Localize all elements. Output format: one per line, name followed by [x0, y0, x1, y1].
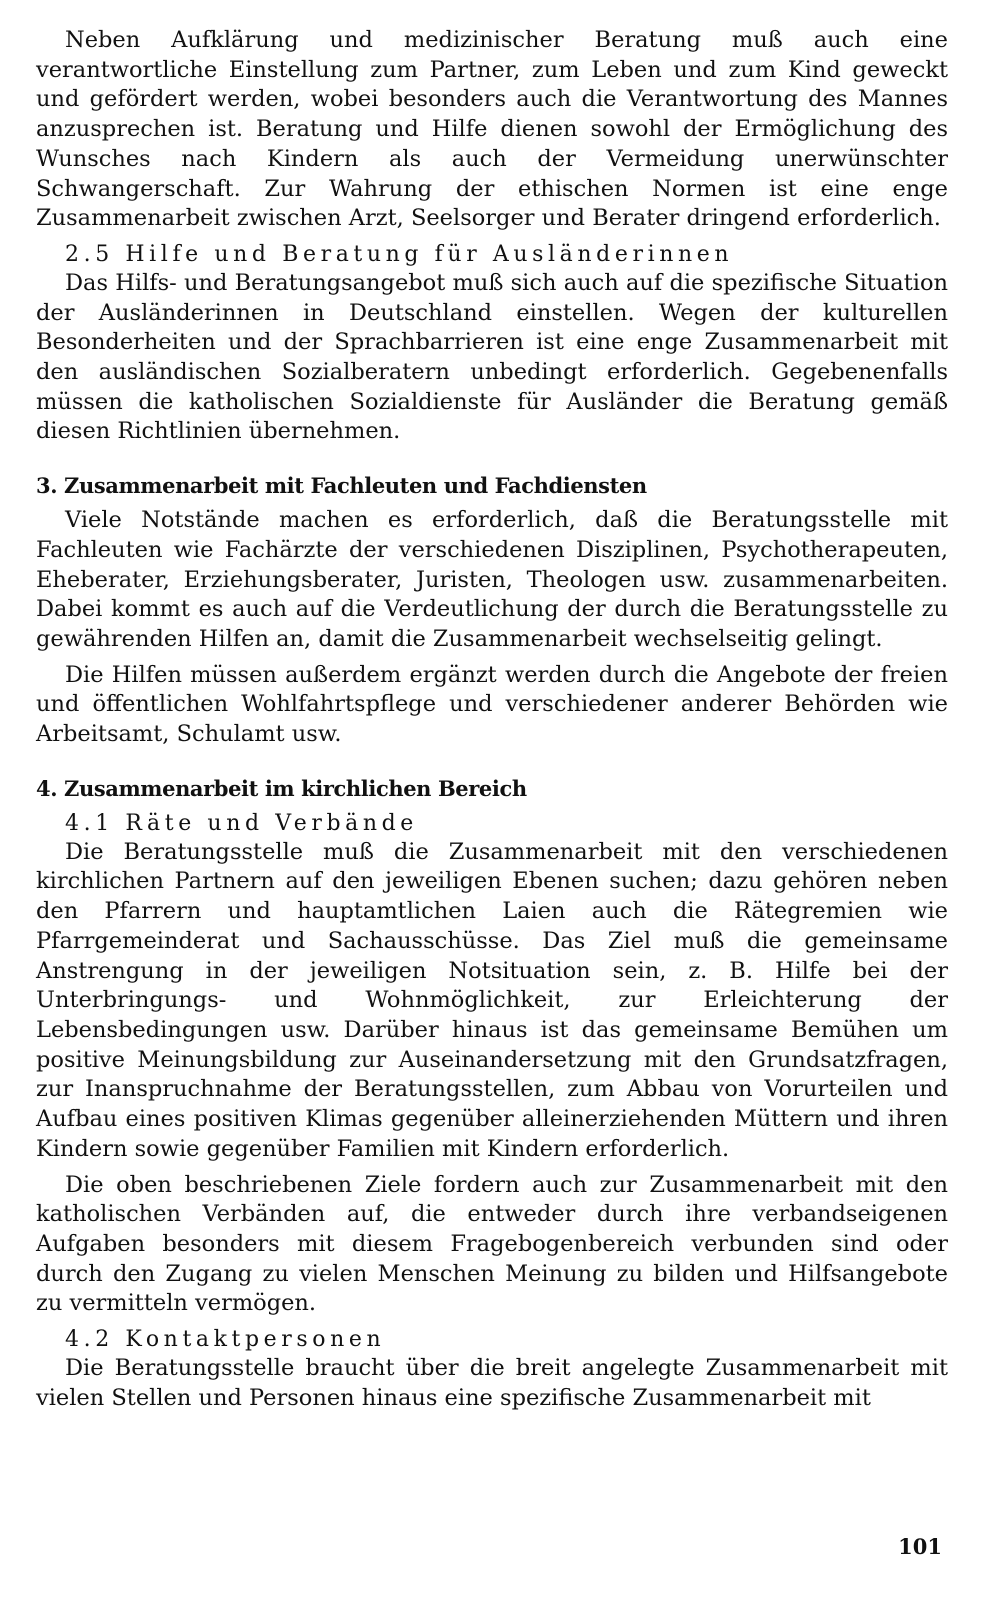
paragraph-4-1-2: Die oben beschriebenen Ziele fordern auch zur Zusammenarbeit mit den katholischen Verbänden auf, die entweder durch ihre verbandseigenen Aufgaben besonders mit diesem Fragebogenbereich verbunden sind oder durch den Zugang zu vielen Menschen Meinung zu bilden und Hilfsangebote zu vermitteln vermögen.	[36, 1171, 948, 1317]
paragraph-3-1: Viele Notstände machen es erforderlich, daß die Beratungsstelle mit Fachleuten wie Fachärzte der verschiedenen Disziplinen, Psychotherapeuten, Eheberater, Erziehungsberater, Juristen, Theologen usw. zusammenarbeiten. Dabei kommt es auch auf die Verdeutlichung der durch die Beratungsstelle zu gewährenden Hilfen an, damit die Zusammenarbeit wechselseitig gelingt.	[36, 507, 948, 652]
paragraph-3-2: Die Hilfen müssen außerdem ergänzt werden durch die Angebote der freien und öffentlichen Wohlfahrtspflege und verschiedener anderer Behörden wie Arbeitsamt, Schulamt usw.	[36, 661, 948, 748]
page-number: 101	[898, 1534, 942, 1559]
heading-4-2: 4.2 Kontaktpersonen	[65, 1327, 386, 1353]
heading-4: 4. Zusammenarbeit im kirchlichen Bereich	[36, 775, 527, 801]
paragraph-4-1-1: Die Beratungsstelle muß die Zusammenarbeit mit den verschiedenen kirchlichen Partnern auf den jeweiligen Ebenen suchen; dazu gehören neben den Pfarrern und hauptamtlichen Laien auch die Rätegremien wie Pfarrgemeinderat und Sachausschüsse. Das Ziel muß die gemeinsame Anstrengung in der jeweiligen Notsituation sein, z. B. Hilfe bei der Unterbringungs- und Wohnmöglichkeit, zur Erleichterung der Lebensbedingungen usw. Darüber hinaus ist das gemeinsame Bemühen um positive Meinungsbildung zur Auseinandersetzung mit den Grundsatzfragen, zur Inanspruchnahme der Beratungsstellen, zum Abbau von Vorurteilen und Aufbau eines positiven Klimas gegenüber alleinerziehenden Müttern und ihren Kindern sowie gegenüber Familien mit Kindern erforderlich.	[36, 838, 948, 1162]
heading-2-5: 2.5 Hilfe und Beratung für Ausländerinnen	[65, 241, 734, 267]
heading-3: 3. Zusammenarbeit mit Fachleuten und Fachdiensten	[36, 473, 647, 499]
intro-paragraph: Neben Aufklärung und medizinischer Beratung muß auch eine verantwortliche Einstellung zum Partner, zum Leben und zum Kind geweckt und gefördert werden, wobei besonders auch die Verantwortung des Mannes anzusprechen ist. Beratung und Hilfe dienen sowohl der Ermöglichung des Wunsches nach Kindern als auch der Vermeidung unerwünschter Schwangerschaft. Zur Wahrung der ethischen Normen ist eine enge Zusammenarbeit zwischen Arzt, Seelsorger und Berater dringend erforderlich.	[36, 27, 948, 232]
heading-4-1: 4.1 Räte und Verbände	[65, 810, 418, 836]
paragraph-2-5: Das Hilfs- und Beratungsangebot muß sich auch auf die spezifische Situation der Ausländerinnen in Deutschland einstellen. Wegen der kulturellen Besonderheiten und der Sprachbarrieren ist eine enge Zusammenarbeit mit den ausländischen Sozialberatern unbedingt erforderlich. Gegebenenfalls müssen die katholischen Sozialdienste für Ausländer die Beratung gemäß diesen Richtlinien übernehmen.	[36, 269, 948, 445]
paragraph-4-2: Die Beratungsstelle braucht über die breit angelegte Zusammenarbeit mit vielen Stellen und Personen hinaus eine spezifische Zusammenarbeit mit	[36, 1355, 948, 1411]
document-page	[36, 26, 948, 1566]
